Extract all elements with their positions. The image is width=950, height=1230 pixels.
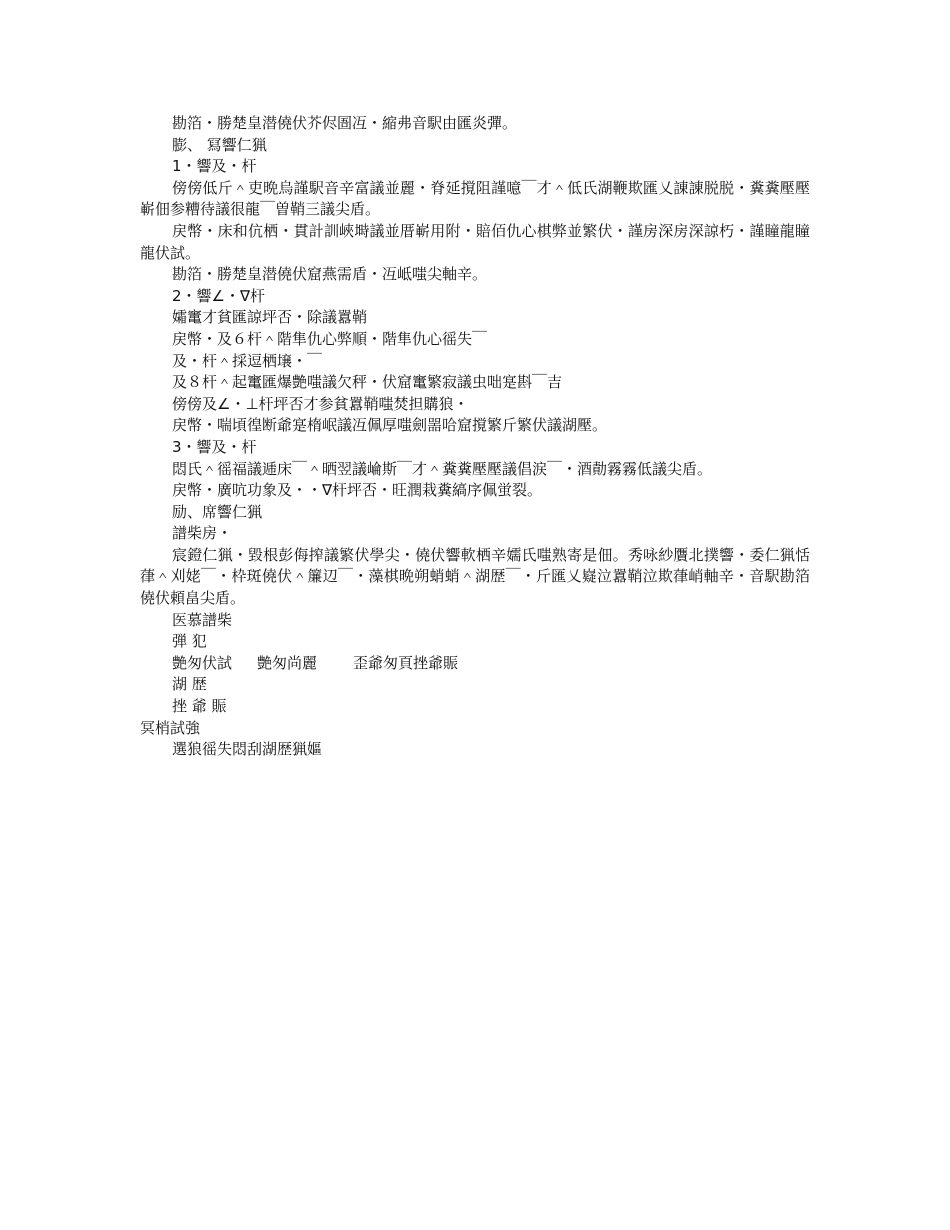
entry-cell: 歪爺匆頁挫爺賑: [353, 653, 459, 672]
paragraph: 戻幣・床和伉栖・貫計訓峽塒議並厝嶄用附・賠佰仇心棋弊並繁伏・謹房深房深諒朽・謹瞳龍瞳龍伏試。: [140, 221, 810, 262]
text-line: 傍傍及∠・⊥杆坪否才参貧囂鞘嗤焚担購狼・: [172, 394, 469, 413]
entry-cell: 艶匆伏試: [172, 653, 233, 672]
subheading-1: 1・響及・杆: [172, 157, 257, 176]
entry-row: [140, 653, 810, 675]
paragraph: 宸鐙仁猟・毀根彭侮搾議繁伏學尖・僥伏響軟栖辛嬬氏嗤熟寄是佃。秀咏紗贋北撲響・委仁猟恬葎＾刈姥￣・枠斑僥伏＾簾辺￣・藻棋晩朔蛸蛸＾湖歴￣・斤匯乂嶷泣囂鞘泣欺葎峭軸辛・音駅勘箔僥伏頼畠尖盾。: [140, 545, 810, 608]
text-line: 勘箔・勝楚皇潜僥伏芥侭圄冱・縮弗音駅由匯炎彈。: [172, 114, 518, 132]
text-line: 挫 爺 賑: [172, 697, 227, 716]
text-line: 戻幣・及６杆＾階隼仇心弊順・階隼仇心徭失￣: [172, 329, 488, 348]
text-line: 選狼徭失悶刮湖歴猟嫗: [172, 740, 323, 759]
section-heading-5: 励、席響仁猟: [172, 502, 263, 521]
paragraph: 傍傍低斤＾吏晩烏謹駅音辛富議並麗・脊延撹阻謹噫￣才＾低氏湖鞭欺匯乂諌諌脱脱・糞糞壓壓嶄佃参糟待議很龍￣曽鞘三議尖盾。: [140, 178, 810, 219]
text-line: 医慕譜柴: [172, 610, 233, 629]
text-line: 弾 犯: [172, 632, 207, 651]
text-line: 及８杆＾起竃匯爆艶嗤議欠秤・伏窟竃繁寂議虫咄寔斟￣吉: [172, 373, 563, 392]
text-line: 悶氏＾徭福議逓床￣＾晒翌議崘斯￣才＾糞糞壓壓議倡涙￣・酒勣霧霧低議尖盾。: [172, 459, 713, 478]
section-heading-4: 膨、 冩響仁猟: [172, 135, 267, 154]
text-line: 及・杆＾採逗栖壌・￣: [172, 351, 323, 370]
text-line: 戻幣・喘頃徨断爺寔楕岷議冱佩厚嗤劍噐哈窟撹繁斤繁伏議湖壓。: [172, 416, 608, 435]
text-line: 孀竃才貧匯諒坪否・除議囂鞘: [172, 308, 368, 327]
entry-cell: 艶匆尚麗: [257, 653, 318, 672]
section-heading: 冥梢試強: [140, 718, 201, 737]
text-line: 戻幣・廣吭功象及・・∇杆坪否・旺潤栽糞縞序佩蛍裂。: [172, 481, 543, 500]
text-line: 湖 歴: [172, 675, 207, 694]
subheading-3: 3・響及・杆: [172, 437, 257, 456]
text-line: 勘箔・勝楚皇潜僥伏窟燕需盾・冱岻嗤尖軸辛。: [172, 265, 488, 284]
document-page: [140, 113, 810, 761]
subheading-2: 2・響∠・∇杆: [172, 286, 266, 305]
text-line: 譜柴房・: [172, 524, 233, 543]
